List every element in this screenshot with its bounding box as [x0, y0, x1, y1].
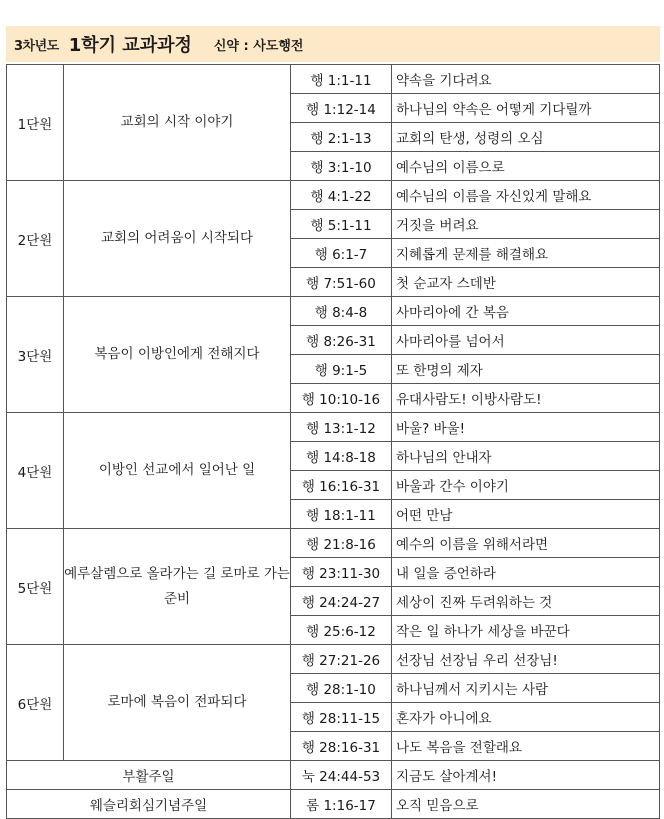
special-service-row — [7, 761, 660, 790]
scripture-reference: 롬 1:16-17 — [291, 790, 392, 819]
unit-theme: 복음이 이방인에게 전해지다 — [64, 297, 291, 413]
table-row — [7, 529, 660, 558]
scripture-reference: 행 28:11-15 — [291, 703, 392, 732]
unit-theme: 교회의 시작 이야기 — [64, 65, 291, 181]
unit-label: 2단원 — [7, 181, 64, 297]
lesson-title: 작은 일 하나가 세상을 바꾼다 — [392, 616, 660, 645]
scripture-reference: 행 24:24-27 — [291, 587, 392, 616]
scripture-reference: 행 10:10-16 — [291, 384, 392, 413]
lesson-title: 유대사람도! 이방사람도! — [392, 384, 660, 413]
lesson-title: 거짓을 버려요 — [392, 210, 660, 239]
scripture-reference: 행 28:1-10 — [291, 674, 392, 703]
scripture-reference: 행 18:1-11 — [291, 500, 392, 529]
unit-theme: 이방인 선교에서 일어난 일 — [64, 413, 291, 529]
table-row — [7, 413, 660, 442]
lesson-title: 선장님 선장님 우리 선장님! — [392, 645, 660, 674]
lesson-title: 나도 복음을 전할래요 — [392, 732, 660, 761]
unit-label: 3단원 — [7, 297, 64, 413]
lesson-title: 세상이 진짜 두려워하는 것 — [392, 587, 660, 616]
curriculum-header — [6, 26, 660, 62]
lesson-title: 사마리아에 간 복음 — [392, 297, 660, 326]
scripture-reference: 행 13:1-12 — [291, 413, 392, 442]
scripture-reference: 행 3:1-10 — [291, 152, 392, 181]
lesson-title: 첫 순교자 스데반 — [392, 268, 660, 297]
lesson-title: 또 한명의 제자 — [392, 355, 660, 384]
unit-theme: 교회의 어려움이 시작되다 — [64, 181, 291, 297]
scripture-reference: 행 9:1-5 — [291, 355, 392, 384]
table-row — [7, 297, 660, 326]
lesson-title: 예수님의 이름을 자신있게 말해요 — [392, 181, 660, 210]
lesson-title: 혼자가 아니에요 — [392, 703, 660, 732]
scripture-reference: 행 16:16-31 — [291, 471, 392, 500]
lesson-title: 오직 믿음으로 — [392, 790, 660, 819]
lesson-title: 예수의 이름을 위해서라면 — [392, 529, 660, 558]
testament-label: 신약 : 사도행전 — [213, 38, 304, 54]
unit-label: 6단원 — [7, 645, 64, 761]
table-row — [7, 181, 660, 210]
lesson-title: 내 일을 증언하라 — [392, 558, 660, 587]
scripture-reference: 행 2:1-13 — [291, 123, 392, 152]
lesson-title: 사마리아를 넘어서 — [392, 326, 660, 355]
lesson-title: 하나님의 안내자 — [392, 442, 660, 471]
lesson-title: 지혜롭게 문제를 해결해요 — [392, 239, 660, 268]
scripture-reference: 행 8:4-8 — [291, 297, 392, 326]
lesson-title: 하나님의 약속은 어떻게 기다릴까 — [392, 94, 660, 123]
special-service-row — [7, 790, 660, 819]
lesson-title: 약속을 기다려요 — [392, 65, 660, 94]
unit-label: 4단원 — [7, 413, 64, 529]
scripture-reference: 행 21:8-16 — [291, 529, 392, 558]
lesson-title: 바울? 바울! — [392, 413, 660, 442]
lesson-title: 어떤 만남 — [392, 500, 660, 529]
scripture-reference: 행 25:6-12 — [291, 616, 392, 645]
lesson-title: 지금도 살아계셔! — [392, 761, 660, 790]
scripture-reference: 행 5:1-11 — [291, 210, 392, 239]
scripture-reference: 행 7:51-60 — [291, 268, 392, 297]
lesson-title: 바울과 간수 이야기 — [392, 471, 660, 500]
unit-theme: 로마에 복음이 전파되다 — [64, 645, 291, 761]
page-title: 1학기 교과과정 — [68, 35, 192, 56]
scripture-reference: 눅 24:44-53 — [291, 761, 392, 790]
year-label: 3차년도 — [14, 38, 59, 54]
scripture-reference: 행 28:16-31 — [291, 732, 392, 761]
unit-label: 5단원 — [7, 529, 64, 645]
special-service-name: 웨슬리회심기념주일 — [7, 790, 291, 819]
scripture-reference: 행 1:12-14 — [291, 94, 392, 123]
scripture-reference: 행 1:1-11 — [291, 65, 392, 94]
table-row — [7, 65, 660, 94]
curriculum-table — [6, 64, 660, 819]
scripture-reference: 행 8:26-31 — [291, 326, 392, 355]
scripture-reference: 행 6:1-7 — [291, 239, 392, 268]
scripture-reference: 행 14:8-18 — [291, 442, 392, 471]
lesson-title: 예수님의 이름으로 — [392, 152, 660, 181]
table-row — [7, 645, 660, 674]
scripture-reference: 행 27:21-26 — [291, 645, 392, 674]
scripture-reference: 행 4:1-22 — [291, 181, 392, 210]
lesson-title: 교회의 탄생, 성령의 오심 — [392, 123, 660, 152]
lesson-title: 하나님께서 지키시는 사람 — [392, 674, 660, 703]
special-service-name: 부활주일 — [7, 761, 291, 790]
scripture-reference: 행 23:11-30 — [291, 558, 392, 587]
unit-label: 1단원 — [7, 65, 64, 181]
unit-theme: 예루살렘으로 올라가는 길 로마로 가는 준비 — [64, 529, 291, 645]
